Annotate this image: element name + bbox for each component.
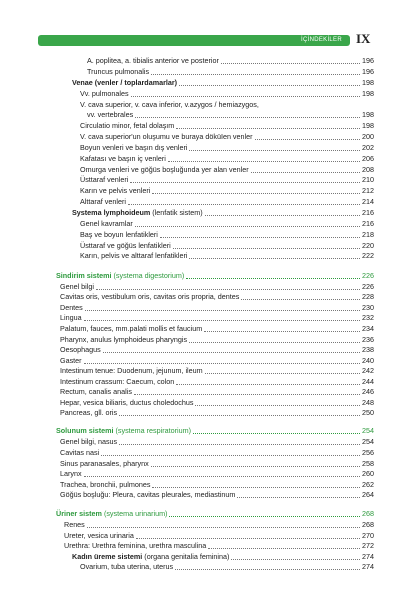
toc-entry-title: Karın ve pelvis venleri [80, 186, 151, 195]
leader-dots [176, 121, 360, 129]
toc-entry-title: Hepar, vesica biliaris, ductus choledochus [60, 398, 194, 407]
toc-entry [60, 324, 374, 334]
toc-entry-title: Pancreas, gll. oris [60, 408, 118, 417]
toc-entry [80, 175, 374, 185]
toc-entry-title: Pharynx, anulus lymphoideus pharyngis [60, 335, 188, 344]
toc-entry [60, 366, 374, 376]
toc-page-number: 258 [362, 459, 374, 468]
toc-page-number: 206 [362, 154, 374, 163]
leader-dots [135, 110, 360, 118]
leader-dots [151, 459, 360, 467]
chapter-header-bar [38, 35, 350, 46]
toc-entry-title: V. cava superior'un oluşumu ve buraya döküIen venler [80, 132, 253, 141]
leader-dots [193, 426, 360, 434]
page-number: IX [356, 31, 371, 46]
leader-dots [186, 271, 360, 279]
toc-entry [87, 67, 374, 77]
toc-page-number: 226 [362, 282, 374, 291]
toc-entry-title: Dentes [60, 303, 83, 312]
toc-page-number: 254 [362, 437, 374, 446]
toc-page-number: 214 [362, 197, 374, 206]
toc-entry [80, 186, 374, 196]
leader-dots [189, 335, 360, 343]
toc-entry [80, 165, 374, 175]
toc-page-number: 210 [362, 175, 374, 184]
toc-entry-title: Systema lymphoideum (lenfatik sistem) [72, 208, 203, 217]
leader-dots [205, 208, 360, 216]
toc-page-number: 248 [362, 398, 374, 407]
toc-entry [60, 377, 374, 387]
toc-entry-title: Vv. pulmonales [80, 89, 129, 98]
toc-entry [87, 110, 374, 120]
toc-entry-title: Alttaraf venleri [80, 197, 126, 206]
toc-entry [72, 208, 374, 218]
toc-page-number: 216 [362, 219, 374, 228]
toc-entry-title: Solunum sistemi (systema respiratorium) [56, 426, 191, 435]
toc-page-number: 244 [362, 377, 374, 386]
toc-entry [56, 271, 374, 281]
toc-page-number: 200 [362, 132, 374, 141]
leader-dots [255, 132, 360, 140]
toc-page-number: 270 [362, 531, 374, 540]
toc-entry [60, 408, 374, 418]
toc-entry [80, 89, 374, 99]
leader-dots [189, 143, 360, 151]
toc-entry-title: Cavitas oris, vestibulum oris, cavitas oris propria, dentes [60, 292, 240, 301]
toc-page-number: 234 [362, 324, 374, 333]
toc-page-number: 198 [362, 78, 374, 87]
toc-entry-title: Genel bilgi, nasus [60, 437, 118, 446]
toc-entry [80, 197, 374, 207]
toc-page-number: 228 [362, 292, 374, 301]
toc-page-number: 212 [362, 186, 374, 195]
toc-entry [60, 356, 374, 366]
toc-entry-title: Palatum, fauces, mm.palati mollis et faucium [60, 324, 203, 333]
toc-entry-title: Intestinum crassum: Caecum, colon [60, 377, 175, 386]
leader-dots [231, 552, 360, 560]
toc-entry [80, 230, 374, 240]
leader-dots [175, 562, 360, 570]
toc-entry-title: Larynx [60, 469, 82, 478]
toc-page-number: 208 [362, 165, 374, 174]
toc-entry-title: Üsttaraf ve göğüs lenfatikleri [80, 241, 171, 250]
toc-entry [72, 78, 374, 88]
toc-entry [80, 219, 374, 229]
toc-entry-title: Oesophagus [60, 345, 101, 354]
toc-entry-title: Ovarium, tuba uterina, uterus [80, 562, 174, 571]
leader-dots [136, 531, 360, 539]
toc-entry [80, 154, 374, 164]
leader-dots [128, 197, 360, 205]
leader-dots [205, 366, 360, 374]
toc-entry-title: Kafatası ve başın iç venleri [80, 154, 166, 163]
toc-entry-title: Circulatio minor, fetal dolaşım [80, 121, 175, 130]
leader-dots [131, 89, 360, 97]
toc-entry [80, 562, 374, 572]
toc-entry-title: Genel bilgi [60, 282, 94, 291]
leader-dots [173, 241, 360, 249]
leader-dots [84, 313, 360, 321]
toc-entry-title: Boyun venleri ve başın dış venleri [80, 143, 188, 152]
toc-entry-title: Urethra: Urethra feminina, urethra masculina [64, 541, 207, 550]
toc-entry [56, 426, 374, 436]
toc-page-number: 260 [362, 469, 374, 478]
toc-entry-title: V. cava superior, v. cava inferior, v.azygos / hemiazygos, [80, 100, 259, 109]
leader-dots [160, 230, 360, 238]
toc-entry-title: Lingua [60, 313, 82, 322]
leader-dots [204, 324, 360, 332]
toc-entry-title: Kadın üreme sistemi (organa genitalia feminina) [72, 552, 230, 561]
toc-entry [60, 303, 374, 313]
leader-dots [96, 282, 360, 290]
toc-page-number: 254 [362, 426, 374, 435]
toc-entry-title: Intestinum tenue: Duodenum, jejunum, ileum [60, 366, 203, 375]
toc-entry-title: Renes [64, 520, 85, 529]
toc-entry-title: Ureter, vesica urinaria [64, 531, 134, 540]
toc-page-number: 198 [362, 89, 374, 98]
leader-dots [151, 67, 360, 75]
toc-page-number: 240 [362, 356, 374, 365]
toc-page-number: 238 [362, 345, 374, 354]
toc-entry-title: Omurga venleri ve göğüs boşluğunda yer alan venler [80, 165, 249, 174]
leader-dots [152, 480, 360, 488]
toc-page-number: 196 [362, 67, 374, 76]
leader-dots [221, 56, 360, 64]
toc-entry-title: Üriner sistem (systema urinarium) [56, 509, 168, 518]
toc-entry-title: Venae (venler / toplardamarlar) [72, 78, 178, 87]
leader-dots [241, 292, 360, 300]
toc-entry [80, 143, 374, 153]
leader-dots [101, 448, 360, 456]
toc-page-number: 198 [362, 110, 374, 119]
toc-entry [64, 531, 374, 541]
toc-page-number: 242 [362, 366, 374, 375]
leader-dots [119, 437, 360, 445]
toc-entry [60, 387, 374, 397]
leader-dots [176, 377, 360, 385]
leader-dots [103, 345, 360, 353]
toc-entry [80, 132, 374, 142]
toc-page-number: 202 [362, 143, 374, 152]
toc-page-number: 256 [362, 448, 374, 457]
leader-dots [119, 408, 360, 416]
toc-page-number: 196 [362, 56, 374, 65]
toc-page-number: 198 [362, 121, 374, 130]
toc-page-number: 268 [362, 520, 374, 529]
toc-page-number: 274 [362, 562, 374, 571]
leader-dots [87, 520, 360, 528]
leader-dots [152, 186, 360, 194]
toc-entry [72, 552, 374, 562]
leader-dots [208, 541, 360, 549]
toc-entry-title: Sindirim sistemi (systema digestorium) [56, 271, 185, 280]
toc-entry [60, 398, 374, 408]
toc-page-number: 216 [362, 208, 374, 217]
toc-entry [64, 541, 374, 551]
leader-dots [168, 154, 360, 162]
leader-dots [251, 165, 360, 173]
toc-page-number: 220 [362, 241, 374, 250]
toc-page-number: 236 [362, 335, 374, 344]
leader-dots [195, 398, 360, 406]
leader-dots [237, 490, 360, 498]
toc-entry-title: Üsttaraf venleri [80, 175, 129, 184]
toc-entry-title: Rectum, canalis analis [60, 387, 132, 396]
toc-page-number: 232 [362, 313, 374, 322]
toc-entry [60, 459, 374, 469]
toc-entry [56, 509, 374, 519]
toc-entry-title: Sinus paranasales, pharynx [60, 459, 149, 468]
toc-entry [60, 437, 374, 447]
toc-entry [60, 469, 374, 479]
toc-entry [60, 490, 374, 500]
toc-entry [80, 121, 374, 131]
toc-entry-title: Truncus pulmonalis [87, 67, 150, 76]
toc-entry [60, 448, 374, 458]
leader-dots [85, 303, 360, 311]
leader-dots [189, 251, 360, 259]
toc-entry [60, 292, 374, 302]
toc-page-number: 230 [362, 303, 374, 312]
toc-entry-title: A. poplitea, a. tibialis anterior ve posterior [87, 56, 219, 65]
toc-entry [60, 313, 374, 323]
leader-dots [135, 219, 360, 227]
leader-dots [84, 356, 360, 364]
toc-entry [64, 520, 374, 530]
toc-page-number: 222 [362, 251, 374, 260]
toc-page-number: 268 [362, 509, 374, 518]
toc-entry-title: vv. vertebrales [87, 110, 134, 119]
toc-page-number: 218 [362, 230, 374, 239]
toc-entry-title: Gaster [60, 356, 82, 365]
toc-page-number: 264 [362, 490, 374, 499]
leader-dots [130, 175, 360, 183]
toc-entry-title: Genel kavramlar [80, 219, 133, 228]
toc-page-number: 226 [362, 271, 374, 280]
toc-entry-title: Karın, pelvis ve alttaraf lenfatikleri [80, 251, 188, 260]
toc-entry-title: Göğüs boşluğu: Pleura, cavitas pleurales, mediastinum [60, 490, 236, 499]
toc-entry [60, 345, 374, 355]
leader-dots [179, 78, 360, 86]
toc-entry [60, 480, 374, 490]
toc-entry-title: Cavitas nasi [60, 448, 100, 457]
toc-entry [87, 56, 374, 66]
toc-entry-title: Baş ve boyun lenfatikleri [80, 230, 158, 239]
header-title: İÇİNDEKİLER [301, 37, 342, 43]
toc-page-number: 250 [362, 408, 374, 417]
leader-dots [134, 387, 360, 395]
leader-dots [169, 509, 360, 517]
toc-page-number: 246 [362, 387, 374, 396]
toc-page-number: 272 [362, 541, 374, 550]
toc-entry [80, 100, 374, 110]
leader-dots [84, 469, 360, 477]
toc-entry [60, 282, 374, 292]
toc-entry [60, 335, 374, 345]
toc-entry-title: Trachea, bronchii, pulmones [60, 480, 151, 489]
toc-page-number: 262 [362, 480, 374, 489]
toc-page-number: 274 [362, 552, 374, 561]
toc-entry [80, 241, 374, 251]
toc-entry [80, 251, 374, 261]
